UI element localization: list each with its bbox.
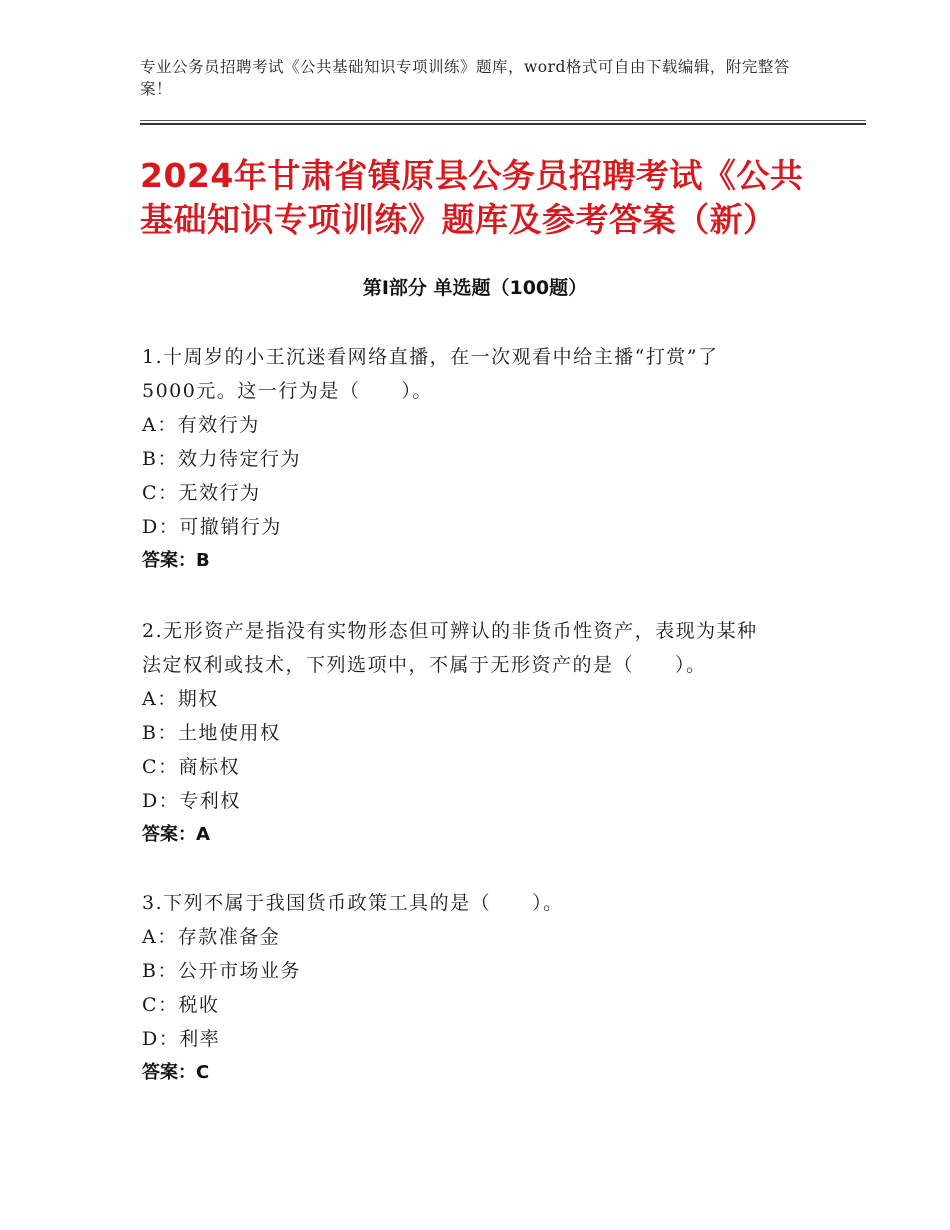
question-stem-line: 法定权利或技术，下列选项中，不属于无形资产的是（ ）。 — [142, 654, 707, 676]
option-a: A：期权 — [142, 688, 219, 710]
option-b: B：效力待定行为 — [142, 448, 301, 470]
page-title-line-1: 2024年甘肃省镇原县公务员招聘考试《公共 — [140, 156, 804, 195]
answer-line: 答案：B — [142, 550, 210, 571]
option-a: A：存款准备金 — [142, 926, 281, 948]
option-b: B：公开市场业务 — [142, 960, 301, 982]
header-divider — [140, 120, 866, 125]
option-d: D：可撤销行为 — [142, 516, 282, 538]
option-d: D：专利权 — [142, 790, 241, 812]
option-c: C：税收 — [142, 994, 220, 1016]
option-c: C：商标权 — [142, 756, 241, 778]
question-3 — [142, 886, 822, 1090]
option-d: D：利率 — [142, 1028, 221, 1050]
answer-line: 答案：A — [142, 824, 210, 845]
page-title — [140, 154, 840, 242]
question-stem-line: 3.下列不属于我国货币政策工具的是（ ）。 — [142, 892, 564, 914]
section-heading: 第Ⅰ部分 单选题（100题） — [362, 277, 588, 299]
header-note: 专业公务员招聘考试《公共基础知识专项训练》题库，word格式可自由下载编辑，附完整答案！ — [140, 58, 790, 98]
question-stem-line: 1.十周岁的小王沉迷看网络直播，在一次观看中给主播“打赏”了 — [142, 346, 719, 368]
question-stem — [142, 614, 822, 682]
answer-line: 答案：C — [142, 1062, 210, 1083]
header-divider-thin — [140, 120, 866, 121]
question-stem-line: 5000元。这一行为是（ ）。 — [142, 380, 433, 402]
question-1 — [142, 340, 822, 578]
question-stem — [142, 340, 822, 408]
question-stem — [142, 886, 822, 920]
page-title-line-2: 基础知识专项训练》题库及参考答案（新） — [140, 200, 777, 239]
option-c: C：无效行为 — [142, 482, 261, 504]
question-stem-line: 2.无形资产是指没有实物形态但可辨认的非货币性资产，表现为某种 — [142, 620, 758, 642]
option-a: A：有效行为 — [142, 414, 260, 436]
header-divider-thick — [140, 123, 866, 125]
option-b: B：土地使用权 — [142, 722, 281, 744]
question-2 — [142, 614, 822, 852]
